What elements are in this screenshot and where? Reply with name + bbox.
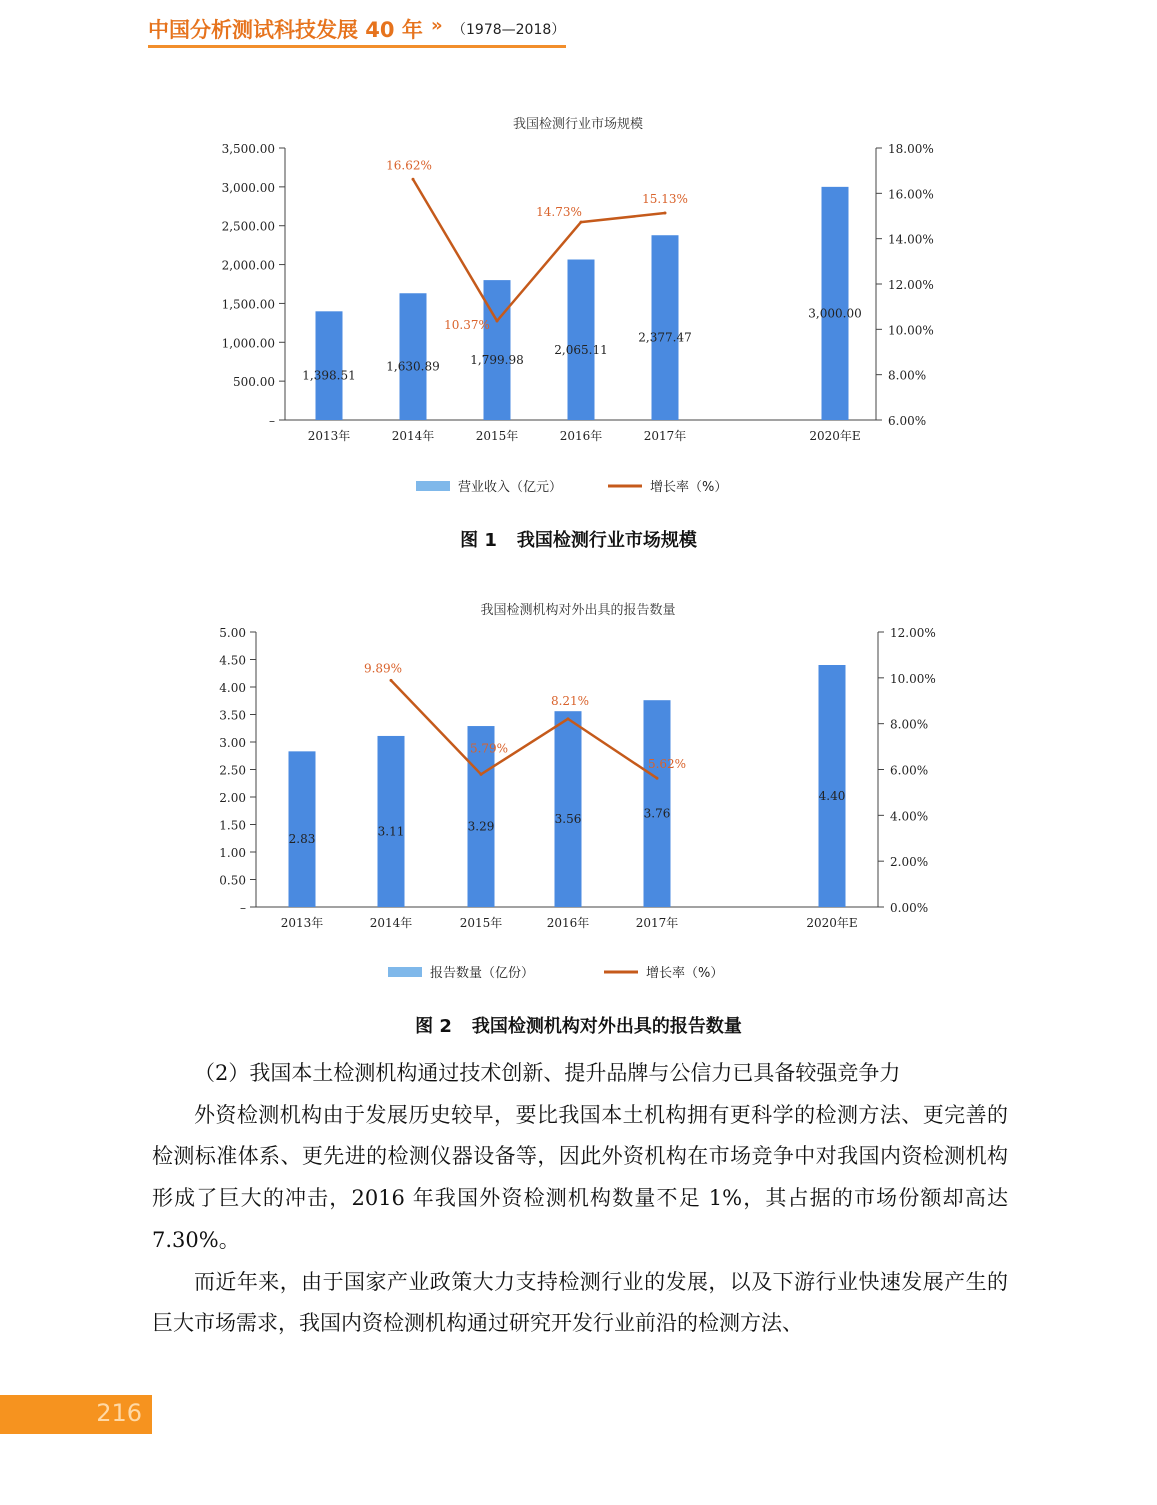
page-number-badge <box>0 1395 152 1434</box>
paragraph-domestic-institutions: 而近年来，由于国家产业政策大力支持检测行业的发展，以及下游行业快速发展产生的巨大市场需求，我国内资检测机构通过研究开发行业前沿的检测方法、 <box>152 1269 1008 1336</box>
y-right-tick-label: 6.00% <box>888 414 927 428</box>
y-left-tick-label: 2,000.00 <box>221 258 275 273</box>
x-tick-label: 2015年 <box>459 916 503 930</box>
y-left-tick-label: 5.00 <box>219 626 246 640</box>
bar <box>484 280 511 420</box>
y-left-tick-label: 1.00 <box>219 846 246 860</box>
bar-value-label: 1,630.89 <box>386 359 440 374</box>
chart-title: 我国检测行业市场规模 <box>512 117 644 132</box>
y-left-tick-label: – <box>269 414 275 428</box>
y-left-tick-label: 2,500.00 <box>221 219 275 234</box>
y-right-tick-label: 14.00% <box>888 232 934 247</box>
x-tick-label: 2013年 <box>307 429 351 443</box>
legend-line-label: 增长率（%） <box>650 480 728 495</box>
y-right-tick-label: 8.00% <box>890 717 929 732</box>
growth-rate-point <box>656 777 659 780</box>
y-right-tick-label: 0.00% <box>890 901 929 915</box>
paragraph-foreign-institutions: 外资检测机构由于发展历史较早，要比我国本土机构拥有更科学的检测方法、更完善的检测标准体系、更先进的检测仪器设备等，因此外资机构在市场竞争中对我国内资检测机构形成了巨大的冲击，2016 年我国外资检测机构数量不足 1%，其占据的市场份额却高达 7.30%。 <box>152 1102 1008 1252</box>
bar-value-label: 3.56 <box>554 812 582 827</box>
x-tick-label: 2013年 <box>280 916 324 930</box>
growth-rate-point <box>580 221 583 224</box>
chart-market-size <box>0 100 1157 500</box>
bar <box>289 751 316 907</box>
growth-rate-line <box>413 179 665 321</box>
bar <box>644 700 671 907</box>
figure-2-title: 我国检测机构对外出具的报告数量 <box>471 1016 742 1037</box>
y-right-tick-label: 2.00% <box>890 855 929 870</box>
x-tick-label: 2015年 <box>475 429 519 443</box>
body-text <box>152 1053 1008 1345</box>
bar <box>652 235 679 420</box>
y-left-tick-label: – <box>240 901 246 915</box>
growth-rate-point <box>496 319 499 322</box>
bar-value-label: 4.40 <box>818 789 846 803</box>
growth-rate-label: 15.13% <box>642 192 688 207</box>
growth-rate-label: 5.79% <box>469 741 509 756</box>
x-tick-label: 2017年 <box>643 429 687 443</box>
bar-value-label: 1,799.98 <box>470 353 524 368</box>
growth-rate-label: 10.37% <box>444 317 490 332</box>
y-right-tick-label: 8.00% <box>888 368 927 383</box>
bar <box>822 187 849 420</box>
y-right-tick-label: 12.00% <box>888 278 934 292</box>
running-header <box>148 14 566 50</box>
y-right-tick-label: 6.00% <box>890 763 929 778</box>
growth-rate-point <box>412 178 415 181</box>
bar-value-label: 2,065.11 <box>554 342 608 357</box>
growth-rate-point <box>664 212 667 215</box>
y-left-tick-label: 3,500.00 <box>221 142 275 156</box>
y-left-tick-label: 1,000.00 <box>221 336 275 351</box>
y-right-tick-label: 18.00% <box>888 142 934 156</box>
y-right-tick-label: 16.00% <box>888 187 934 202</box>
bar-value-label: 3.76 <box>643 806 671 821</box>
bar <box>316 311 343 420</box>
growth-rate-label: 5.62% <box>647 757 687 772</box>
bar <box>568 260 595 420</box>
x-tick-label: 2014年 <box>369 916 413 930</box>
growth-rate-line <box>391 680 657 778</box>
growth-rate-label: 8.21% <box>550 693 590 708</box>
figure-2-caption <box>0 1012 1157 1038</box>
section-heading: （2）我国本土检测机构通过技术创新、提升品牌与公信力已具备较强竞争力 <box>194 1061 901 1085</box>
y-left-tick-label: 4.00 <box>219 681 246 695</box>
bar <box>555 711 582 907</box>
bar-value-label: 3,000.00 <box>808 306 862 321</box>
y-left-tick-label: 4.50 <box>219 653 246 668</box>
figure-1-number: 图 1 <box>460 530 497 551</box>
y-left-tick-label: 2.50 <box>219 763 246 778</box>
bar-value-label: 2.83 <box>288 832 316 847</box>
growth-rate-label: 9.89% <box>363 661 403 676</box>
y-right-tick-label: 10.00% <box>888 323 934 338</box>
y-left-tick-label: 0.50 <box>219 873 246 888</box>
y-left-tick-label: 3.00 <box>219 736 246 750</box>
x-tick-label: 2017年 <box>635 916 679 930</box>
legend-bar-swatch <box>388 967 422 977</box>
chart-market-size-svg <box>0 100 1157 500</box>
figure-1-caption <box>0 526 1157 552</box>
bar-value-label: 3.29 <box>467 819 495 834</box>
bar <box>819 665 846 907</box>
bar-value-label: 2,377.47 <box>638 330 692 345</box>
x-tick-label: 2014年 <box>391 429 435 443</box>
chart-report-count-svg <box>0 590 1157 990</box>
bar <box>378 736 405 907</box>
bar <box>400 293 427 420</box>
growth-rate-point <box>567 717 570 720</box>
y-left-tick-label: 3.50 <box>219 708 246 723</box>
bar-value-label: 1,398.51 <box>302 368 356 383</box>
bar-value-label: 3.11 <box>377 824 405 839</box>
y-right-tick-label: 12.00% <box>890 626 936 640</box>
chart-title: 我国检测机构对外出具的报告数量 <box>480 603 676 618</box>
x-tick-label: 2020年E <box>809 429 861 443</box>
y-right-tick-label: 4.00% <box>890 809 929 824</box>
y-left-tick-label: 1,500.00 <box>221 297 275 312</box>
legend-line-label: 增长率（%） <box>646 966 724 981</box>
x-tick-label: 2016年 <box>546 916 590 930</box>
growth-rate-point <box>390 679 393 682</box>
book-years: （1978—2018） <box>452 22 566 38</box>
legend-bar-swatch <box>416 481 450 491</box>
x-tick-label: 2020年E <box>806 916 858 930</box>
growth-rate-label: 16.62% <box>386 158 432 173</box>
chart-report-count <box>0 590 1157 990</box>
figure-1-title: 我国检测行业市场规模 <box>516 530 697 551</box>
growth-rate-label: 14.73% <box>536 205 582 220</box>
legend-bar-label: 营业收入（亿元） <box>458 480 563 495</box>
page-number: 216 <box>96 1399 142 1427</box>
figure-2-number: 图 2 <box>415 1016 452 1037</box>
legend-bar-label: 报告数量（亿份） <box>430 966 535 981</box>
book-title: 中国分析测试科技发展 40 年 <box>148 18 423 42</box>
y-left-tick-label: 3,000.00 <box>221 180 275 195</box>
double-chevron-icon: » <box>431 15 443 36</box>
growth-rate-point <box>480 773 483 776</box>
y-left-tick-label: 500.00 <box>233 375 275 390</box>
y-right-tick-label: 10.00% <box>890 671 936 686</box>
y-left-tick-label: 1.50 <box>219 818 246 833</box>
y-left-tick-label: 2.00 <box>219 791 246 805</box>
header-underline <box>148 45 566 48</box>
x-tick-label: 2016年 <box>559 429 603 443</box>
